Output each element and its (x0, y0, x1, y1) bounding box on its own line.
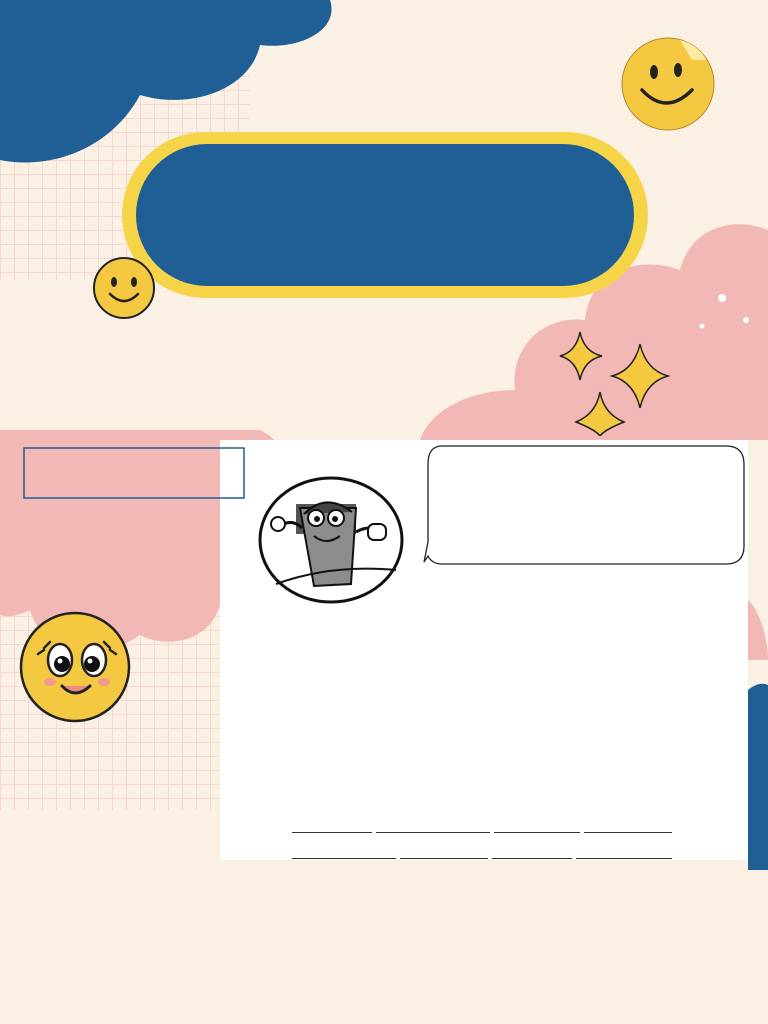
answer-line[interactable] (492, 858, 572, 859)
answer-line[interactable] (292, 858, 396, 859)
answer-line[interactable] (494, 832, 580, 833)
navy-blob-right (748, 684, 768, 870)
answer-line[interactable] (400, 858, 488, 859)
pink-blob-right-edge (748, 600, 768, 660)
answer-line[interactable] (376, 832, 490, 833)
answer-line[interactable] (292, 832, 372, 833)
smiley-face-icon (18, 610, 132, 724)
daisy-flower-icon (52, 216, 196, 360)
pencil-mascot-icon (256, 474, 406, 606)
speech-bubble (422, 442, 748, 570)
answer-line[interactable] (584, 832, 672, 833)
gawin-natin-banner (10, 440, 258, 506)
sparkle-stars-icon (556, 326, 676, 436)
answer-line[interactable] (576, 858, 672, 859)
smiley-sticker-icon (618, 34, 718, 134)
